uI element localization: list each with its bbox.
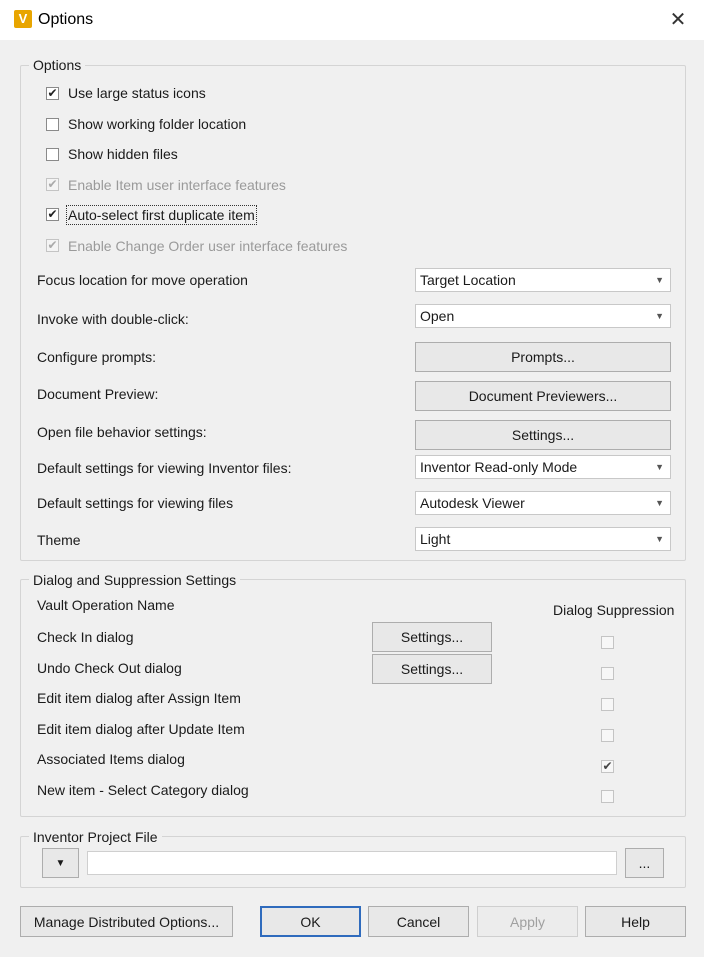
edit-item-update-suppression-checkbox[interactable] [601,729,614,742]
check-in-suppression-checkbox[interactable] [601,636,614,649]
dialog-row-label: Undo Check Out dialog [37,660,182,676]
checkbox-label: Auto-select first duplicate item [68,207,255,223]
document-preview-label: Document Preview: [37,386,159,402]
invoke-double-click-select[interactable] [415,304,671,328]
checkbox-label: Enable Item user interface features [68,177,286,193]
associated-items-suppression-checkbox[interactable]: ✔ [602,759,613,773]
dialog-suppression-group-title: Dialog and Suppression Settings [29,572,240,588]
dialog-row-label: Check In dialog [37,629,134,645]
select-value: Target Location [420,272,516,288]
chevron-down-icon: ▼ [655,534,664,544]
apply-button: Apply [477,906,578,937]
chevron-down-icon: ▼ [655,275,664,285]
checkbox-label: Show working folder location [68,116,247,132]
focus-location-select[interactable] [415,268,671,292]
checkbox-label: Show hidden files [68,146,178,162]
checkbox: ✔ [47,177,58,191]
options-group-title: Options [29,57,85,73]
dialog-row-label: Associated Items dialog [37,751,185,767]
focus-location-label: Focus location for move operation [37,272,248,288]
cancel-button[interactable]: Cancel [368,906,469,937]
theme-label: Theme [37,532,81,548]
configure-prompts-label: Configure prompts: [37,349,157,365]
check-in-settings-button[interactable]: Settings... [372,622,492,652]
select-value: Light [420,531,451,547]
dialog-suppression-header: Dialog Suppression [553,602,675,618]
manage-distributed-options-button[interactable]: Manage Distributed Options... [20,906,233,937]
dialog-row-label: New item - Select Category dialog [37,782,249,798]
edit-item-assign-suppression-checkbox[interactable] [601,698,614,711]
checkbox: ✔ [47,238,58,252]
undo-check-out-suppression-checkbox[interactable] [601,667,614,680]
files-viewing-select[interactable] [415,491,671,515]
checkbox[interactable]: ✔ [47,207,58,221]
checkbox[interactable] [46,148,59,161]
theme-select[interactable] [415,527,671,551]
project-file-path-field[interactable] [87,851,617,875]
inventor-project-file-group-title: Inventor Project File [29,829,162,845]
document-previewers-button[interactable]: Document Previewers... [415,381,671,411]
chevron-down-icon: ▼ [55,857,66,869]
checkbox-label: Enable Change Order user interface features [68,238,348,254]
select-value: Autodesk Viewer [420,495,525,511]
ok-button[interactable]: OK [260,906,361,937]
select-value: Open [420,308,455,324]
project-file-dropdown-button[interactable] [42,848,79,878]
title-bar [0,0,704,40]
chevron-down-icon: ▼ [655,498,664,508]
browse-button[interactable]: ... [625,848,664,878]
checkbox[interactable]: ✔ [47,86,58,100]
open-file-settings-button[interactable]: Settings... [415,420,671,450]
files-viewing-label: Default settings for viewing files [37,495,234,511]
chevron-down-icon: ▼ [655,311,664,321]
checkbox-label: Use large status icons [68,85,206,101]
vault-app-icon: V [14,10,32,28]
dialog-row-label: Edit item dialog after Assign Item [37,690,241,706]
close-icon[interactable]: ✕ [669,9,687,31]
undo-check-out-settings-button[interactable]: Settings... [372,654,492,684]
new-item-category-suppression-checkbox[interactable] [601,790,614,803]
chevron-down-icon: ▼ [655,462,664,472]
window-title: Options [38,11,94,28]
open-file-behavior-label: Open file behavior settings: [37,424,207,440]
dialog-row-label: Edit item dialog after Update Item [37,721,245,737]
inventor-viewing-label: Default settings for viewing Inventor files: [37,460,292,476]
invoke-double-click-label: Invoke with double-click: [37,311,189,327]
vault-operation-name-header: Vault Operation Name [37,597,175,613]
select-value: Inventor Read-only Mode [420,459,578,475]
inventor-viewing-select[interactable] [415,455,671,479]
help-button[interactable]: Help [585,906,686,937]
prompts-button[interactable]: Prompts... [415,342,671,372]
checkbox[interactable] [46,118,59,131]
